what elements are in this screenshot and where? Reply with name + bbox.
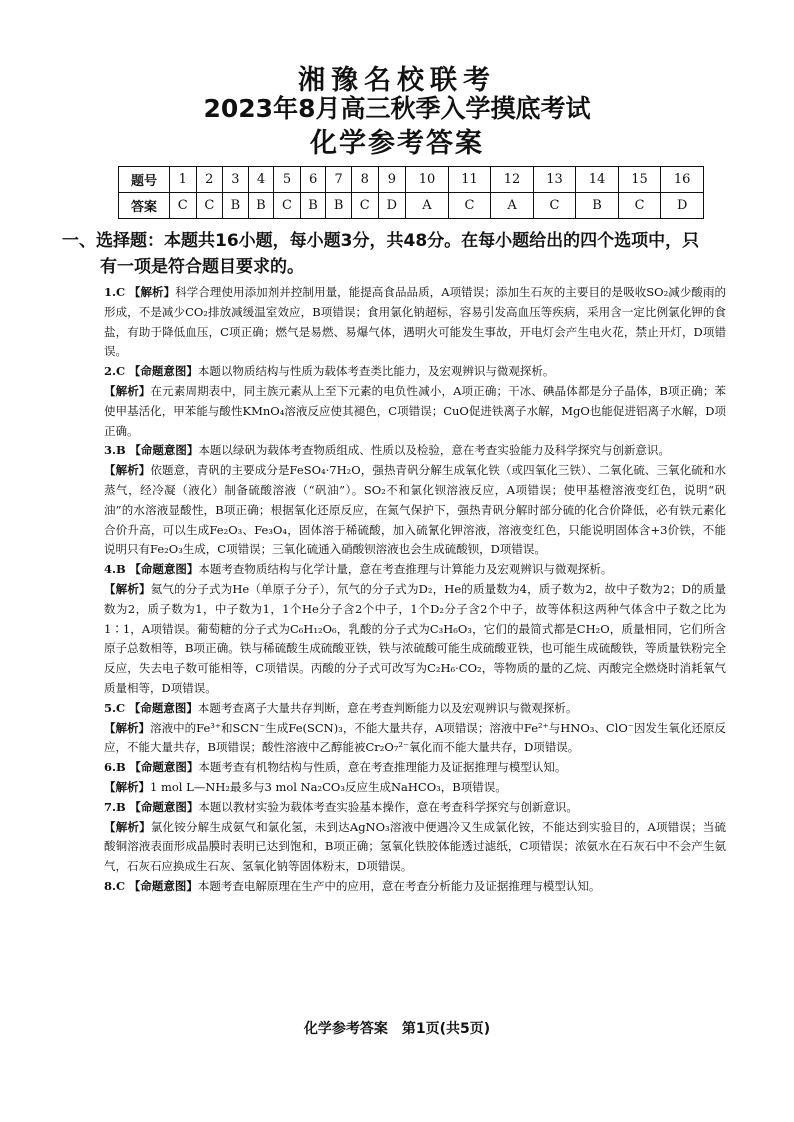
item-number: 7.B: [104, 799, 126, 814]
intent-text: 本题以绿矾为载体考查物质组成、性质以及检验，意在考查实验能力及科学探究与创新意识。: [198, 443, 670, 458]
question-number-cell: 10: [406, 167, 449, 193]
answer-cell: B: [576, 193, 619, 219]
analysis-text: 科学合理使用添加剂并控制用量，能提高食品品质，A项错误；添加生石灰的主要目的是吸收SO₂减少酸雨的形成，不是减少CO₂排放减缓温室效应，B项错误；食用氯化钠超标，容易引发高血压等疾病，采用含一定比例氯化钾的食盐，有助于降低血压，C项正确；燃气是易燃、易爆气体，遇明火可能发生事故，开电灯会产生电火花，禁止开灯，D项错误。: [104, 285, 727, 359]
answer-cell: B: [300, 193, 326, 219]
item-number: 3.B: [104, 443, 126, 458]
answer-cell: C: [351, 193, 378, 219]
explanation-item: [104, 798, 726, 877]
analysis-tag: 【解析】: [104, 779, 150, 794]
intent-text: 本题考查电解原理在生产中的应用，意在考查分析能力及证据推理与模型认知。: [197, 878, 601, 893]
answer-cell: C: [196, 193, 223, 219]
answer-cell: D: [661, 193, 704, 219]
analysis-text: 氯化铵分解生成氨气和氯化氢，未到达AgNO₃溶液中便遇冷又生成氯化铵，不能达到实验目的，A项错误；当硫酸铜溶液表面形成晶膜时表明已达到饱和，B项正确；氢氧化铁胶体能透过滤纸，C项错误；浓氨水在石灰石中不会产生氨气，石灰石应换成生石灰、氢氧化钠等固体粉末，D项错误。: [104, 819, 726, 874]
question-number-cell: 6: [300, 167, 326, 193]
intent-text: 本题考查有机物结构与性质，意在考查推理能力及证据推理与模型认知。: [198, 760, 567, 775]
explanation-item: [104, 758, 726, 798]
question-number-cell: 4: [248, 167, 274, 193]
explanations: [104, 283, 726, 897]
intent-tag: 【命题意图】: [128, 364, 198, 379]
answer-cell: C: [618, 193, 661, 219]
analysis-text: 1 mol L—NH₂最多与3 mol Na₂CO₃反应生成NaHCO₃，B项错误。: [150, 779, 507, 794]
intent-text: 本题考查离子大量共存判断，意在考查判断能力以及宏观辨识与微观探析。: [197, 700, 578, 715]
explanation-item: [104, 441, 726, 560]
page-footer: 化学参考答案 第1页(共5页): [303, 1021, 491, 1037]
section-heading-line: 有一项是符合题目要求的。: [100, 257, 304, 277]
question-number-cell: 13: [533, 167, 576, 193]
answer-cell: C: [274, 193, 301, 219]
item-number: 8.C: [104, 878, 126, 893]
answer-cell: A: [406, 193, 449, 219]
item-number: 4.B: [104, 562, 126, 577]
item-number: 1.C: [104, 285, 126, 299]
question-number-cell: 8: [351, 167, 378, 193]
section-heading-line: 一、选择题：本题共16小题，每小题3分，共48分。在每小题给出的四个选项中，只: [62, 231, 700, 251]
analysis-text: 在元素周期表中，同主族元素从上至下元素的电负性减小，A项正确；干冰、碘晶体都是分子晶体，B项正确；苯使甲基活化，甲苯能与酸性KMnO₄溶液反应使其褪色，C项错误；CuO促进铁离子水解，MgO也能促进铝离子水解，D项正确。: [104, 383, 726, 438]
explanation-item: [104, 362, 726, 441]
question-number-cell: 2: [196, 167, 223, 193]
answer-table-number-row: [119, 167, 704, 193]
item-number: 2.C: [104, 364, 126, 379]
analysis-tag: 【解析】: [104, 383, 151, 398]
exam-title: 2023年8月高三秋季入学摸底考试: [203, 94, 591, 123]
analysis-tag: 【解析】: [104, 581, 151, 596]
analysis-tag: 【解析】: [104, 463, 151, 478]
answer-table: [118, 166, 704, 219]
item-number: 6.B: [104, 760, 126, 775]
question-number-cell: 11: [448, 167, 491, 193]
intent-tag: 【命题意图】: [128, 700, 198, 715]
item-number: 5.C: [104, 700, 126, 715]
question-number-cell: 7: [326, 167, 352, 193]
analysis-tag: 【解析】: [128, 285, 176, 299]
answer-table-answer-row: [119, 193, 704, 219]
explanation-item: [104, 699, 726, 758]
section-heading: [62, 228, 742, 280]
question-number-cell: 14: [576, 167, 619, 193]
intent-tag: 【命题意图】: [128, 878, 198, 893]
intent-text: 本题考查物质结构与化学计量，意在考查推理与计算能力及宏观辨识与微观探析。: [198, 562, 613, 577]
answer-cell: D: [378, 193, 406, 219]
analysis-tag: 【解析】: [104, 819, 151, 834]
answer-cell: A: [491, 193, 534, 219]
answer-cell: B: [223, 193, 249, 219]
row-label-answer: 答案: [119, 193, 170, 219]
question-number-cell: 3: [223, 167, 249, 193]
intent-text: 本题以教材实验为载体考查实验基本操作，意在考查科学探究与创新意识。: [198, 799, 578, 814]
question-number-cell: 15: [618, 167, 661, 193]
explanation-item: [104, 877, 726, 897]
analysis-text: 溶液中的Fe³⁺和SCN⁻生成Fe(SCN)₃，不能大量共存，A项错误；溶液中Fe²⁺与HNO₃、ClO⁻因发生氧化还原反应，不能大量共存，B项错误；酸性溶液中乙醇能被Cr₂O₇²⁻氧化而不能大量共存，D项错误。: [104, 720, 726, 755]
answer-cell: C: [170, 193, 197, 219]
intent-tag: 【命题意图】: [129, 562, 199, 577]
explanation-item: [104, 283, 726, 362]
question-number-cell: 12: [491, 167, 534, 193]
answer-cell: C: [448, 193, 491, 219]
question-number-cell: 9: [378, 167, 406, 193]
question-number-cell: 5: [274, 167, 301, 193]
question-number-cell: 16: [661, 167, 704, 193]
explanation-item: [104, 560, 726, 699]
answer-cell: C: [533, 193, 576, 219]
answer-cell: B: [326, 193, 352, 219]
question-number-cell: 1: [170, 167, 197, 193]
intent-tag: 【命题意图】: [129, 443, 199, 458]
intent-text: 本题以物质结构与性质为载体考查类比能力，及宏观辨识与微观探析。: [197, 364, 555, 379]
exam-alliance-title: 湘豫名校联考: [298, 65, 496, 96]
intent-tag: 【命题意图】: [129, 760, 199, 775]
analysis-text: 依题意，青矾的主要成分是FeSO₄·7H₂O，强热青矾分解生成氧化铁（或四氧化三铁）、二氧化硫、三氧化硫和水蒸气，经冷凝（液化）制备硫酸溶液（“矾油”）。SO₂不和氯化钡溶液反应，A项错误；使甲基橙溶液变红色，说明“矾油”的水溶液显酸性，B项正确；根据氧化还原反应，在氮气保护下，强热青矾分解时部分硫的化合价降低，必有铁元素化合价升高，可以生成Fe₂O₃、Fe₃O₄，固体溶于稀硫酸，加入硫氰化钾溶液，溶液变红色，只能说明固体含+3价铁，不能说明只有Fe₂O₃生成，C项错误；三氧化硫通入硝酸钡溶液也会生成硫酸钡，D项错误。: [104, 463, 727, 557]
document-title: 化学参考答案: [310, 128, 484, 159]
analysis-text: 氦气的分子式为He（单原子分子），氘气的分子式为D₂，He的质量数为4，质子数为2，故中子数为2；D的质量数为2，质子数为1，中子数为1，1个He分子含2个中子，1个D₂分子含2个中子，故等体积这两种气体含中子数之比为1∶1，A项错误。葡萄糖的分子式为C₆H₁₂O₆，乳酸的分子式为C₃H₆O₃，它们的最简式都是CH₂O，质量相同，它们所含原子总数相等，B项正确。铁与稀硫酸生成硫酸亚铁，铁与浓硫酸可能生成硫酸亚铁，也可能生成硫酸铁，等质量铁粉完全反应，失去电子数可能相等，C项错误。丙酸的分子式可改写为C₂H₆·CO₂，等物质的量的乙烷、丙酸完全燃烧时消耗氧气质量相等，D项错误。: [104, 581, 727, 695]
analysis-tag: 【解析】: [104, 720, 151, 735]
intent-tag: 【命题意图】: [129, 799, 199, 814]
answer-cell: B: [248, 193, 274, 219]
row-label-number: 题号: [119, 167, 170, 193]
